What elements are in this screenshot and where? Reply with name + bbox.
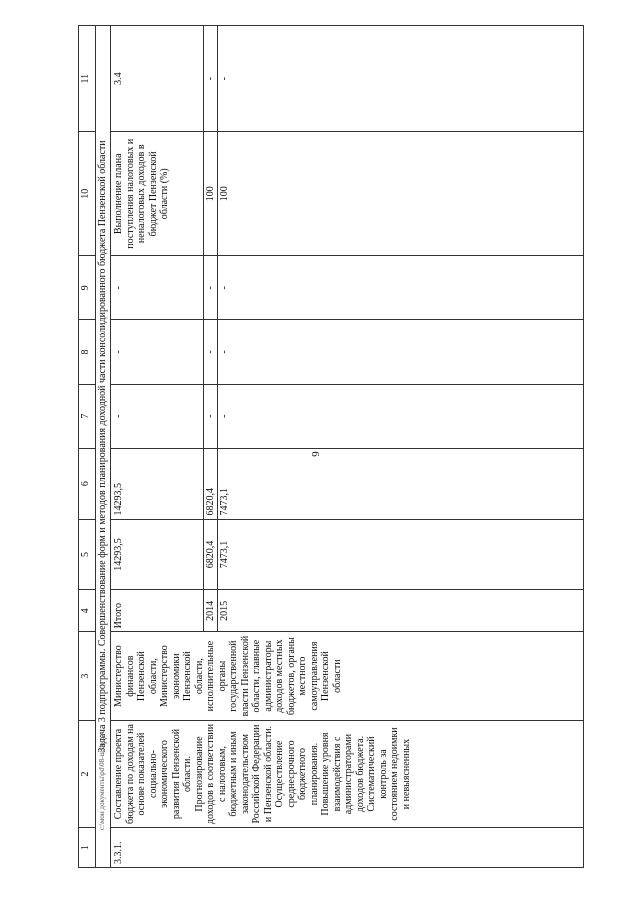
col8-2014: -	[203, 320, 217, 383]
task-title: Задача 3 подпрограммы. Совершенствование форм и методов планирования доходной части консолидированного бюджета Пензенской области	[96, 26, 111, 868]
col11-2015: -	[217, 26, 231, 131]
col5-2014: 6820,4	[203, 520, 217, 590]
col-header-4: 4	[79, 590, 96, 632]
col8-2015: -	[217, 320, 231, 383]
col9-2014: -	[203, 256, 217, 319]
col7-total: -	[113, 414, 124, 418]
program-table-rotated	[78, 25, 584, 868]
col8-total: -	[113, 350, 124, 354]
col7-2014: -	[203, 385, 217, 448]
indicator-name: Выполнение плана поступления налоговых и неналоговых доходов в бюджет Пензенской области (%)	[113, 138, 170, 249]
program-table	[78, 25, 584, 868]
period-2015: 2015	[217, 590, 231, 631]
period-total: Итого	[113, 603, 124, 629]
period-2014: 2014	[203, 590, 217, 631]
col-header-6: 6	[79, 448, 96, 519]
col-header-8: 8	[79, 320, 96, 384]
col-header-5: 5	[79, 519, 96, 590]
table-row	[111, 26, 584, 868]
measure-description: Составление проекта бюджета по доходам на основе показателей социально-экономического развития Пензенской области. Прогнозирование доходов в соответствии с налоговым, бюджетным и иным законодательством Российской Федерации и Пензенской области. Осуществление среднесрочного бюджетного планирования. Повышение уровня взаимодействия с администраторами доходов бюджета. Систематический контроль за состоянием недоимки и невыясненных	[111, 720, 584, 827]
column-number-row	[79, 26, 96, 868]
col-header-10: 10	[79, 132, 96, 256]
col5-2015: 7473,1	[217, 520, 231, 590]
indicator-2015: 100	[217, 132, 231, 255]
footer-file-path: c:\мои документы\pd\08-ш.docx	[98, 735, 106, 830]
col-header-2: 2	[79, 720, 96, 827]
col-header-11: 11	[79, 26, 96, 132]
indicator-2014: 100	[203, 132, 217, 255]
col6-total: 14293,5	[113, 483, 124, 516]
col-header-7: 7	[79, 384, 96, 448]
col-header-1: 1	[79, 828, 96, 868]
col11-2014: -	[203, 26, 217, 131]
col11-total: 3.4	[113, 72, 124, 85]
col-header-3: 3	[79, 632, 96, 721]
col-header-9: 9	[79, 256, 96, 320]
row-number: 3.3.1.	[111, 828, 584, 868]
col6-2015: 7473,1	[217, 449, 231, 519]
col9-total: -	[113, 286, 124, 290]
col5-total: 14293,5	[113, 538, 124, 571]
executors: Министерство финансов Пензенской области, Министерство экономики Пензенской области, исполнительные органы государственной власти Пензенской области, главные администраторы доходов местных бюджетов, органы местного самоуправления Пензенской области	[111, 632, 584, 721]
col6-2014: 6820,4	[203, 449, 217, 519]
col9-2015: -	[217, 256, 231, 319]
page-number: 6	[308, 451, 321, 457]
col7-2015: -	[217, 385, 231, 448]
